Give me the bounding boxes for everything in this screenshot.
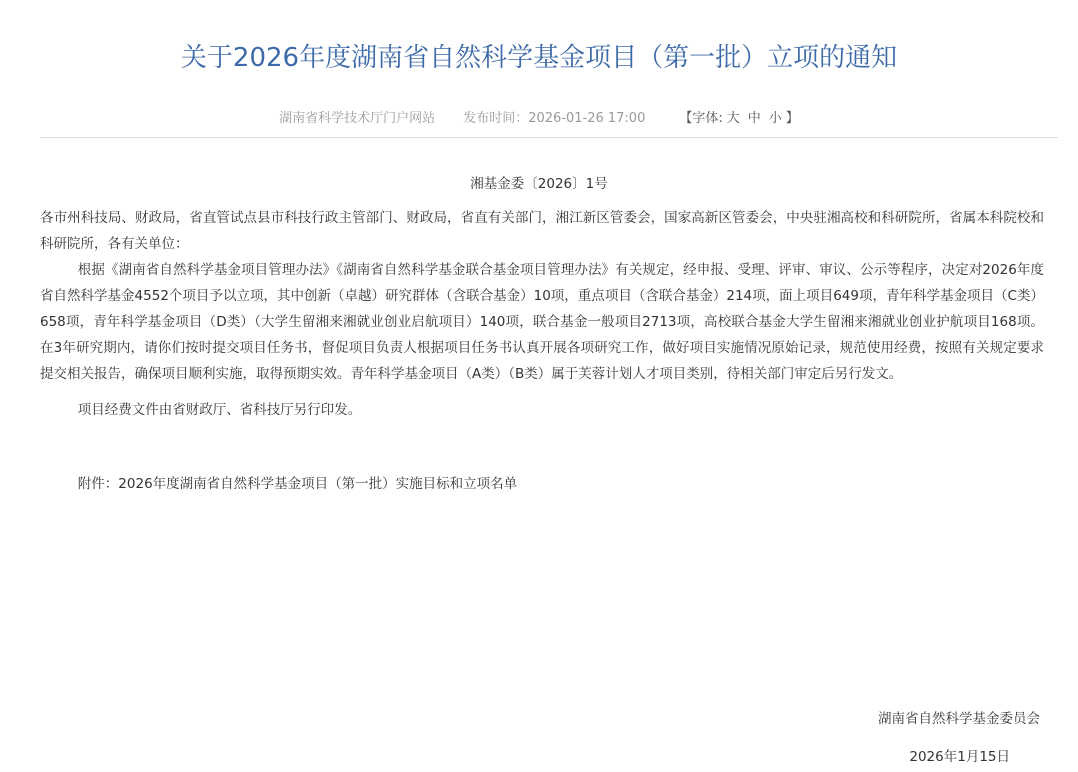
font-size-label-close: 】 — [785, 111, 799, 126]
funding-paragraph: 项目经费文件由省财政厅、省科技厅另行印发。 — [77, 402, 362, 418]
article-body — [40, 205, 1044, 497]
article-meta — [0, 108, 1078, 130]
signoff-organization: 湖南省自然科学基金委员会 — [878, 711, 1040, 727]
signoff-date: 2026年1月15日 — [909, 749, 1010, 765]
document-number: 湘基金委〔2026〕1号 — [470, 176, 608, 192]
attachment-link[interactable]: 附件：2026年度湖南省自然科学基金项目（第一批）实施目标和立项名单 — [77, 476, 518, 492]
header-divider — [40, 137, 1058, 138]
main-paragraph: 根据《湖南省自然科学基金项目管理办法》《湖南省自然科学基金联合基金项目管理办法》有关规定，经申报、受理、评审、审议、公示等程序，决定对2026年度省自然科学基金4552个项目予以立项，其中创新（卓越）研究群体（含联合基金）10项，重点项目（含联合基金）214项，面上项目649项，青年科学基金项目（C类）658项，青年科学基金项目（D类）（大学生留湘来湘就业创业启航项目）140项，联合基金一般项目2713项，高校联合基金大学生留湘来湘就业创业护航项目168项。在3年研究期内，请你们按时提交项目任务书，督促项目负责人根据项目任务书认真开展各项研究工作，做好项目实施情况原始记录，规范使用经费，按照有关规定要求提交相关报告，确保项目顺利实施，取得预期实效。青年科学基金项目（A类）（B类）属于芙蓉计划人才项目类别，待相关部门审定后另行发文。 — [40, 262, 1044, 382]
font-size-large-button[interactable]: 大 — [726, 111, 740, 126]
article-title: 关于2026年度湖南省自然科学基金项目（第一批）立项的通知 — [180, 43, 898, 73]
publish-label: 发布时间： — [463, 111, 529, 126]
publish-time: 2026-01-26 17:00 — [528, 111, 646, 126]
font-size-small-button[interactable]: 小 — [768, 111, 782, 126]
recipients-paragraph: 各市州科技局、财政局，省直管试点县市科技行政主管部门、财政局，省直有关部门，湘江新区管委会，国家高新区管委会，中央驻湘高校和科研院所，省属本科院校和科研院所，各有关单位： — [40, 210, 1044, 252]
font-size-medium-button[interactable]: 中 — [747, 111, 761, 126]
source-label: 湖南省科学技术厅门户网站 — [279, 111, 436, 126]
font-size-label-open: 【字体: — [679, 111, 723, 126]
